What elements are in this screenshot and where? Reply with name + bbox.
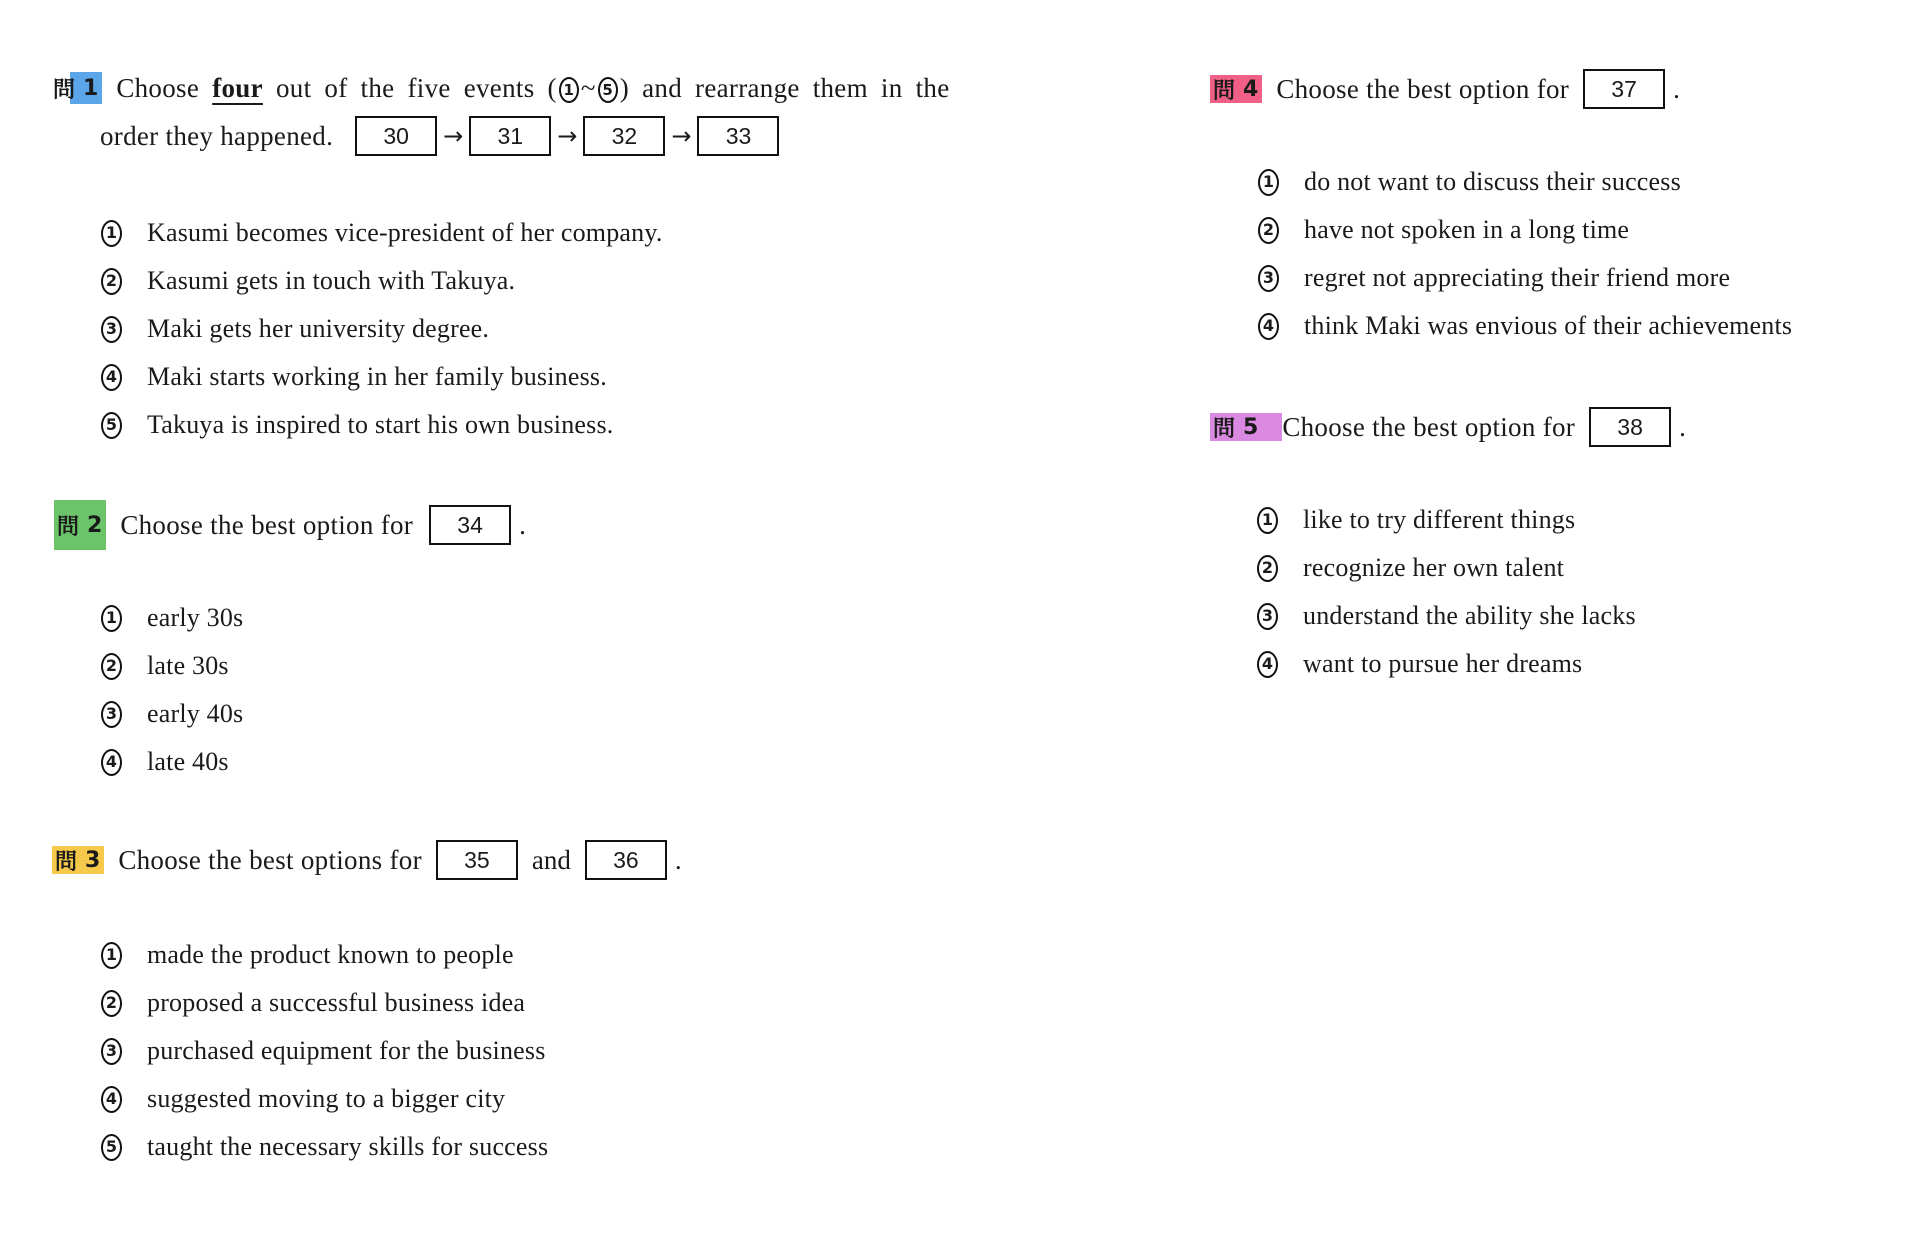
option-text: like to try different things (1303, 505, 1576, 534)
question-5-label (1210, 413, 1282, 441)
circled-number: 4 (1257, 651, 1278, 678)
arrow-icon: → (443, 122, 464, 150)
question-1-option[interactable] (101, 410, 613, 440)
circled-number: 2 (1257, 555, 1278, 582)
question-2-option[interactable] (101, 699, 243, 729)
circled-number: 4 (101, 364, 122, 391)
option-text: understand the ability she lacks (1303, 601, 1636, 630)
prompt-text: Choose (116, 72, 200, 103)
prompt-period: . (519, 509, 526, 540)
question-kanji: 問 (1213, 416, 1236, 442)
option-text: Kasumi becomes vice-president of her company. (147, 218, 663, 247)
arrow-icon: → (557, 122, 578, 150)
arrow-icon: → (671, 122, 692, 150)
question-1-prompt (116, 73, 949, 104)
option-text: made the product known to people (147, 940, 514, 969)
question-kanji: 問 (57, 514, 80, 540)
question-5-option[interactable] (1257, 649, 1582, 679)
answer-box-32[interactable]: 32 (583, 116, 665, 156)
option-text: early 30s (147, 603, 244, 632)
question-2-option[interactable] (101, 651, 229, 681)
circled-number: 3 (101, 316, 122, 343)
option-text: proposed a successful business idea (147, 988, 526, 1017)
option-text: think Maki was envious of their achievements (1304, 311, 1793, 340)
circled-number: 3 (1257, 603, 1278, 630)
question-3-option[interactable] (101, 988, 525, 1018)
answer-box-31[interactable]: 31 (469, 116, 551, 156)
answer-box-33[interactable]: 33 (697, 116, 779, 156)
circled-number: 2 (101, 653, 122, 680)
option-text: Takuya is inspired to start his own business. (147, 410, 614, 439)
question-4-option[interactable] (1258, 263, 1730, 293)
question-3-option[interactable] (101, 1084, 505, 1114)
prompt-period: . (1679, 411, 1686, 442)
prompt-period: . (674, 844, 682, 875)
question-4-option[interactable] (1258, 215, 1629, 245)
option-text: have not spoken in a long time (1304, 215, 1630, 244)
question-1-prompt-line2: order they happened. (100, 120, 334, 151)
question-2-option[interactable] (101, 747, 229, 777)
question-number: 1 (83, 75, 99, 101)
question-3-label (52, 846, 104, 874)
question-2-prompt: Choose the best option for (120, 509, 414, 540)
question-kanji: 問 (55, 849, 78, 875)
circled-number: 1 (101, 942, 122, 969)
option-text: want to pursue her dreams (1303, 649, 1583, 678)
question-5-option[interactable] (1257, 601, 1636, 631)
question-1-option[interactable] (101, 362, 607, 392)
circled-number: 3 (1258, 265, 1279, 292)
question-2-label (54, 500, 106, 550)
question-3-prompt: Choose the best options for (118, 844, 422, 875)
question-1-sequence (100, 116, 785, 156)
prompt-text: ) and rearrange them in the (619, 72, 950, 103)
question-5-option[interactable] (1257, 505, 1575, 535)
question-number: 5 (1243, 414, 1259, 440)
question-4-option[interactable] (1258, 311, 1792, 341)
answer-box-36[interactable]: 36 (585, 840, 667, 880)
question-1-header (50, 72, 949, 104)
question-number: 3 (85, 847, 101, 873)
question-2-header (54, 500, 526, 550)
question-3-header (52, 840, 682, 880)
circled-number: 2 (101, 268, 122, 295)
question-3-option[interactable] (101, 940, 514, 970)
question-number: 2 (87, 512, 103, 538)
question-4-label (1210, 75, 1262, 103)
answer-box-35[interactable]: 35 (436, 840, 518, 880)
circled-number: 2 (1258, 217, 1279, 244)
circled-number: 1 (101, 605, 122, 632)
option-text: recognize her own talent (1303, 553, 1565, 582)
prompt-emphasis: four (212, 72, 263, 103)
option-text: taught the necessary skills for success (147, 1132, 549, 1161)
circled-number: 2 (101, 990, 122, 1017)
circled-number: 1 (101, 220, 122, 247)
circled-number: 5 (598, 77, 618, 103)
prompt-text: out of the five events ( (275, 72, 557, 103)
circled-number: 5 (101, 412, 122, 439)
question-kanji: 問 (1213, 78, 1236, 104)
option-text: do not want to discuss their success (1304, 167, 1681, 196)
answer-box-34[interactable]: 34 (429, 505, 511, 545)
option-text: regret not appreciating their friend more (1304, 263, 1731, 292)
question-4-option[interactable] (1258, 167, 1681, 197)
answer-box-30[interactable]: 30 (355, 116, 437, 156)
circled-number: 1 (559, 77, 579, 103)
question-5-header (1210, 407, 1686, 447)
answer-box-37[interactable]: 37 (1583, 69, 1665, 109)
question-5-prompt: Choose the best option for (1282, 411, 1576, 442)
circled-number: 3 (101, 701, 122, 728)
question-1-option[interactable] (101, 266, 515, 296)
option-text: late 30s (147, 651, 229, 680)
question-1-option[interactable] (101, 314, 489, 344)
prompt-and: and (531, 844, 571, 875)
option-text: Kasumi gets in touch with Takuya. (147, 266, 516, 295)
option-text: Maki starts working in her family business. (147, 362, 607, 391)
question-2-option[interactable] (101, 603, 243, 633)
option-text: purchased equipment for the business (147, 1036, 546, 1065)
answer-box-38[interactable]: 38 (1589, 407, 1671, 447)
question-1-option[interactable] (101, 218, 663, 248)
question-number: 4 (1243, 76, 1259, 102)
question-3-option[interactable] (101, 1036, 546, 1066)
question-1-label (50, 72, 102, 104)
option-text: suggested moving to a bigger city (147, 1084, 506, 1113)
circled-number: 3 (101, 1038, 122, 1065)
circled-number: 4 (101, 749, 122, 776)
circled-number: 1 (1258, 169, 1279, 196)
circled-number: 4 (1258, 313, 1279, 340)
circled-number: 4 (101, 1086, 122, 1113)
question-kanji: 問 (53, 77, 76, 103)
circled-number: 5 (101, 1134, 122, 1161)
option-text: Maki gets her university degree. (147, 314, 490, 343)
option-text: early 40s (147, 699, 244, 728)
question-3-option[interactable] (101, 1132, 548, 1162)
prompt-period: . (1673, 73, 1680, 104)
circled-number: 1 (1257, 507, 1278, 534)
question-5-option[interactable] (1257, 553, 1564, 583)
question-4-prompt: Choose the best option for (1276, 73, 1570, 104)
question-4-header (1210, 69, 1680, 109)
option-text: late 40s (147, 747, 229, 776)
range-separator: ~ (580, 72, 596, 103)
